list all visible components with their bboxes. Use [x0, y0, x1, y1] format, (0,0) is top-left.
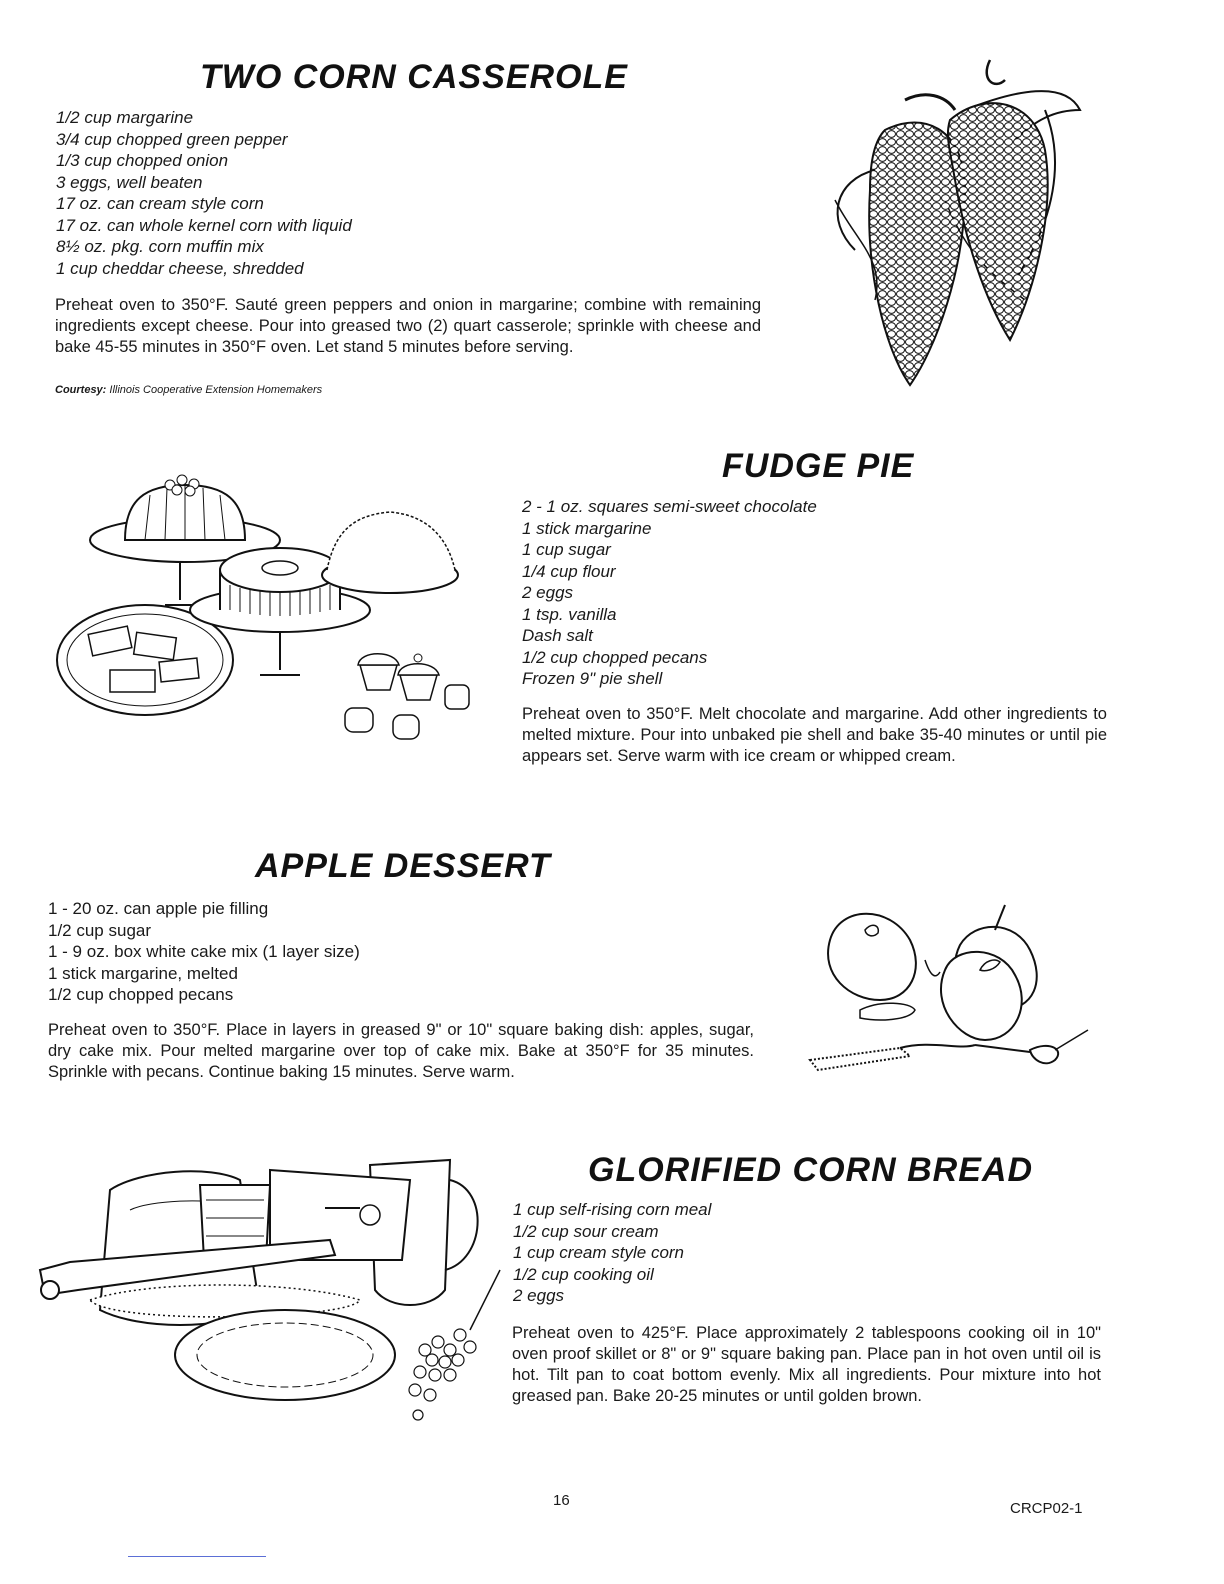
ingredient-item: 1 stick margarine, melted: [48, 963, 238, 983]
ingredient-item: 1/4 cup flour: [522, 561, 616, 581]
courtesy-source: Illinois Cooperative Extension Homemakers: [109, 384, 323, 396]
ingredient-list: [56, 107, 352, 279]
recipe-title: FUDGE PIE: [722, 447, 915, 485]
courtesy-label: Courtesy:: [55, 384, 107, 396]
ingredient-item: 3/4 cup chopped green pepper: [56, 129, 288, 149]
recipe-directions: Preheat oven to 425°F. Place approximately 2 tablespoons cooking oil in 10" oven proof skillet or 8" or 9" square baking pan. Place pan in hot oven until oil is hot. Tilt pan to coat bottom evenly. Mix all ingredients. Pour mixture into hot greased pan. Bake 20-25 minutes or until golden brown.: [512, 1324, 1101, 1405]
ingredient-item: 1 stick margarine: [522, 518, 652, 538]
recipe-directions: Preheat oven to 350°F. Place in layers in greased 9" or 10" square baking dish: apples, sugar, dry cake mix. Pour melted margarine over top of cake mix. Bake at 350°F for 35 minutes. Sprinkle with pecans. Continue baking 15 minutes. Serve warm.: [48, 1021, 754, 1081]
baking-supplies-icon: [30, 1150, 520, 1430]
ingredient-item: 1 cup self-rising corn meal: [513, 1200, 712, 1219]
corn-cobs-icon: [815, 50, 1100, 390]
ingredient-item: 1 - 20 oz. can apple pie filling: [48, 899, 269, 918]
recipe-title: GLORIFIED CORN BREAD: [588, 1151, 1033, 1189]
ingredient-item: 1/2 cup chopped pecans: [522, 647, 708, 667]
ingredient-item: 1 tsp. vanilla: [522, 604, 617, 624]
ingredient-list: [48, 898, 360, 1006]
ingredient-item: 1/3 cup chopped onion: [56, 151, 229, 170]
ingredient-item: 1/2 cup margarine: [56, 108, 194, 127]
footer-rule: [128, 1556, 266, 1557]
document-code: CRCP02-1: [1010, 1500, 1083, 1517]
ingredient-item: 8½ oz. pkg. corn muffin mix: [56, 237, 264, 256]
page-number: 16: [553, 1492, 570, 1509]
recipe-courtesy: [55, 384, 322, 396]
recipe-title: APPLE DESSERT: [255, 847, 551, 885]
ingredient-list: [513, 1199, 711, 1307]
ingredient-item: 1/2 cup sour cream: [513, 1221, 659, 1241]
recipe-directions: Preheat oven to 350°F. Sauté green peppers and onion in margarine; combine with remaining ingredients except cheese. Pour into greased two (2) quart casserole; sprinkle with cheese and bake 45-55 minutes in 350°F oven. Let stand 5 minutes before serving.: [55, 296, 761, 356]
ingredient-item: 1 - 9 oz. box white cake mix (1 layer size): [48, 942, 360, 961]
recipe-directions: Preheat oven to 350°F. Melt chocolate and margarine. Add other ingredients to melted mixture. Pour into unbaked pie shell and bake 35-40 minutes or until pie appears set. Serve warm with ice cream or whipped cream.: [522, 705, 1107, 765]
apples-and-peeler-icon: [800, 900, 1100, 1090]
ingredient-list: [522, 496, 817, 690]
ingredient-item: 17 oz. can whole kernel corn with liquid: [56, 215, 352, 235]
ingredient-item: 1/2 cup chopped pecans: [48, 985, 234, 1004]
ingredient-item: 1/2 cup cooking oil: [513, 1264, 654, 1284]
ingredient-item: Frozen 9" pie shell: [522, 669, 663, 688]
ingredient-item: 1 cup cheddar cheese, shredded: [56, 258, 304, 278]
ingredient-item: 1 cup sugar: [522, 540, 611, 559]
recipe-title: TWO CORN CASSEROLE: [200, 58, 628, 96]
ingredient-item: Dash salt: [522, 626, 593, 645]
ingredient-item: 2 eggs: [522, 583, 574, 602]
ingredient-item: 17 oz. can cream style corn: [56, 194, 264, 213]
ingredient-item: 2 - 1 oz. squares semi-sweet chocolate: [522, 497, 817, 516]
ingredient-item: 1/2 cup sugar: [48, 920, 152, 940]
ingredient-item: 1 cup cream style corn: [513, 1243, 685, 1262]
desserts-spread-icon: [55, 460, 475, 760]
ingredient-item: 3 eggs, well beaten: [56, 172, 203, 192]
ingredient-item: 2 eggs: [513, 1286, 565, 1305]
